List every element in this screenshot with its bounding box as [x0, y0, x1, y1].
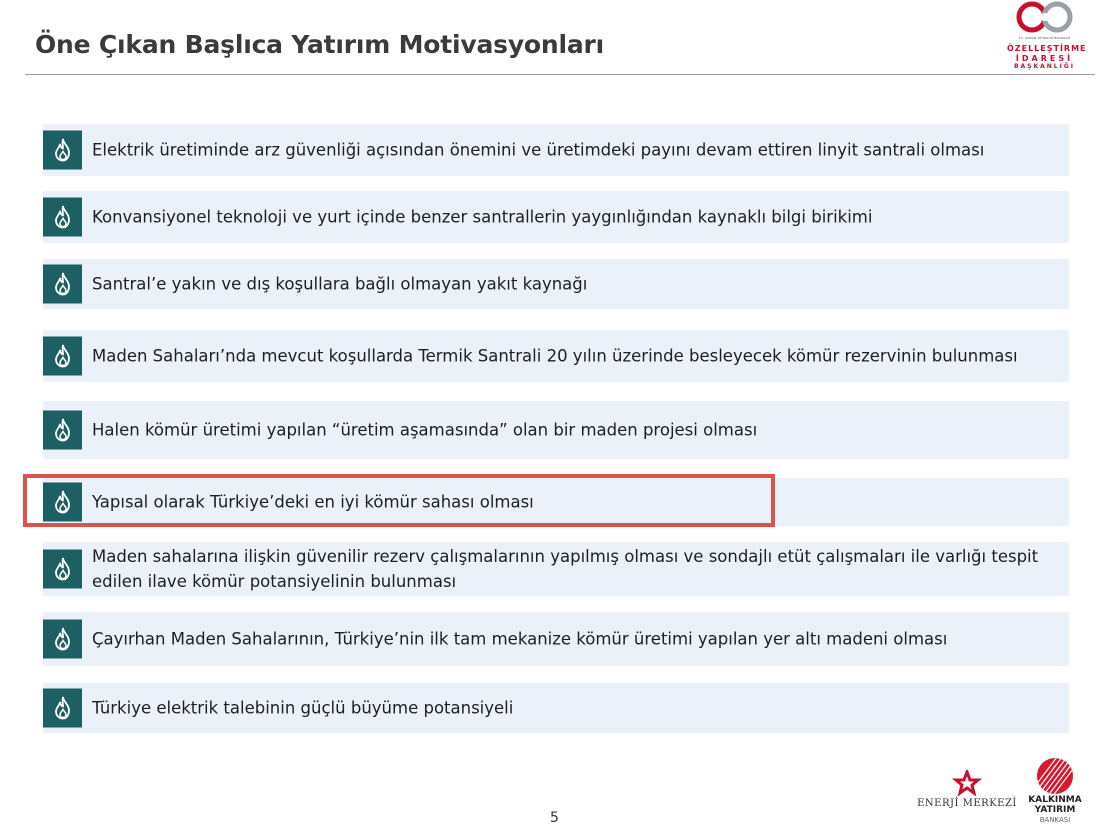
- list-item-text: Santral’e yakın ve dış koşullara bağlı olmayan yakıt kaynağı: [92, 274, 588, 294]
- list-item-text: Konvansiyonel teknoloji ve yurt içinde benzer santrallerin yaygınlığından kaynaklı bilgi birikimi: [92, 207, 873, 227]
- list-item-text: Çayırhan Maden Sahalarının, Türkiye’nin ilk tam mekanize kömür üretimi yapılan yer altı madeni olması: [92, 629, 948, 649]
- kalkinma-bank-logo: [1022, 757, 1088, 827]
- list-item: [43, 330, 1069, 382]
- ozellestirme-logo: [1007, 0, 1087, 72]
- kalkinma-line2: YATIRIM: [1034, 805, 1076, 815]
- flame-icon: [43, 620, 82, 659]
- kalkinma-line1: KALKINMA: [1028, 795, 1082, 805]
- flame-icon: [43, 337, 82, 376]
- list-item: [43, 259, 1069, 309]
- list-item: [43, 124, 1069, 176]
- kalkinma-globe-icon: [1022, 757, 1088, 795]
- list-item: [43, 401, 1069, 459]
- enerji-merkezi-logo: [917, 770, 1017, 820]
- list-item: [43, 683, 1069, 733]
- list-item-text: Maden sahalarına ilişkin güvenilir rezerv çalışmalarının yapılmış olması ve sondajlı etüt çalışmaları ile varlığı tespit edilen ilave kömür potansiyelinin bulunması: [92, 547, 1039, 591]
- list-item-text: Yapısal olarak Türkiye’deki en iyi kömür sahası olması: [92, 492, 534, 512]
- list-item-text: Halen kömür üretimi yapılan “üretim aşamasında” olan bir maden projesi olması: [92, 420, 758, 440]
- list-item: [43, 542, 1069, 596]
- list-item-text: Türkiye elektrik talebinin güçlü büyüme potansiyeli: [92, 698, 514, 718]
- list-item: [43, 191, 1069, 243]
- flame-icon: [43, 550, 82, 589]
- enerji-merkezi-label: ENERJİ MERKEZİ: [917, 798, 1017, 809]
- highlight-box: [23, 474, 775, 527]
- flame-icon: [43, 265, 82, 304]
- flame-icon: [43, 411, 82, 450]
- flame-icon: [43, 131, 82, 170]
- ozellestirme-line2: İDARESİ: [1015, 54, 1074, 63]
- flame-icon: [43, 198, 82, 237]
- enerji-star-icon: [917, 770, 1017, 798]
- ozellestirme-line3: BAŞKANLIĞI: [1013, 63, 1076, 70]
- kalkinma-line3: BANKASI: [1039, 816, 1071, 824]
- list-item-text: Maden Sahaları’nda mevcut koşullarda Termik Santrali 20 yılın üzerinde besleyecek kömür rezervinin bulunması: [92, 346, 1018, 366]
- flame-icon: [43, 689, 82, 728]
- slide-title: Öne Çıkan Başlıca Yatırım Motivasyonları: [35, 30, 605, 59]
- ozellestirme-emblem-icon: [1007, 0, 1082, 40]
- list-item: [43, 612, 1069, 666]
- ozellestirme-line1: ÖZELLEŞTİRME: [1007, 44, 1087, 53]
- title-divider: [25, 74, 1095, 75]
- page-number: 5: [550, 810, 559, 826]
- list-item-text: Elektrik üretiminde arz güvenliği açısından önemini ve üretimdeki payını devam ettiren linyit santrali olması: [92, 140, 985, 160]
- ozellestirme-small-text: T.C. HAZİNE VE MALİYE BAKANLIĞI: [1018, 36, 1071, 40]
